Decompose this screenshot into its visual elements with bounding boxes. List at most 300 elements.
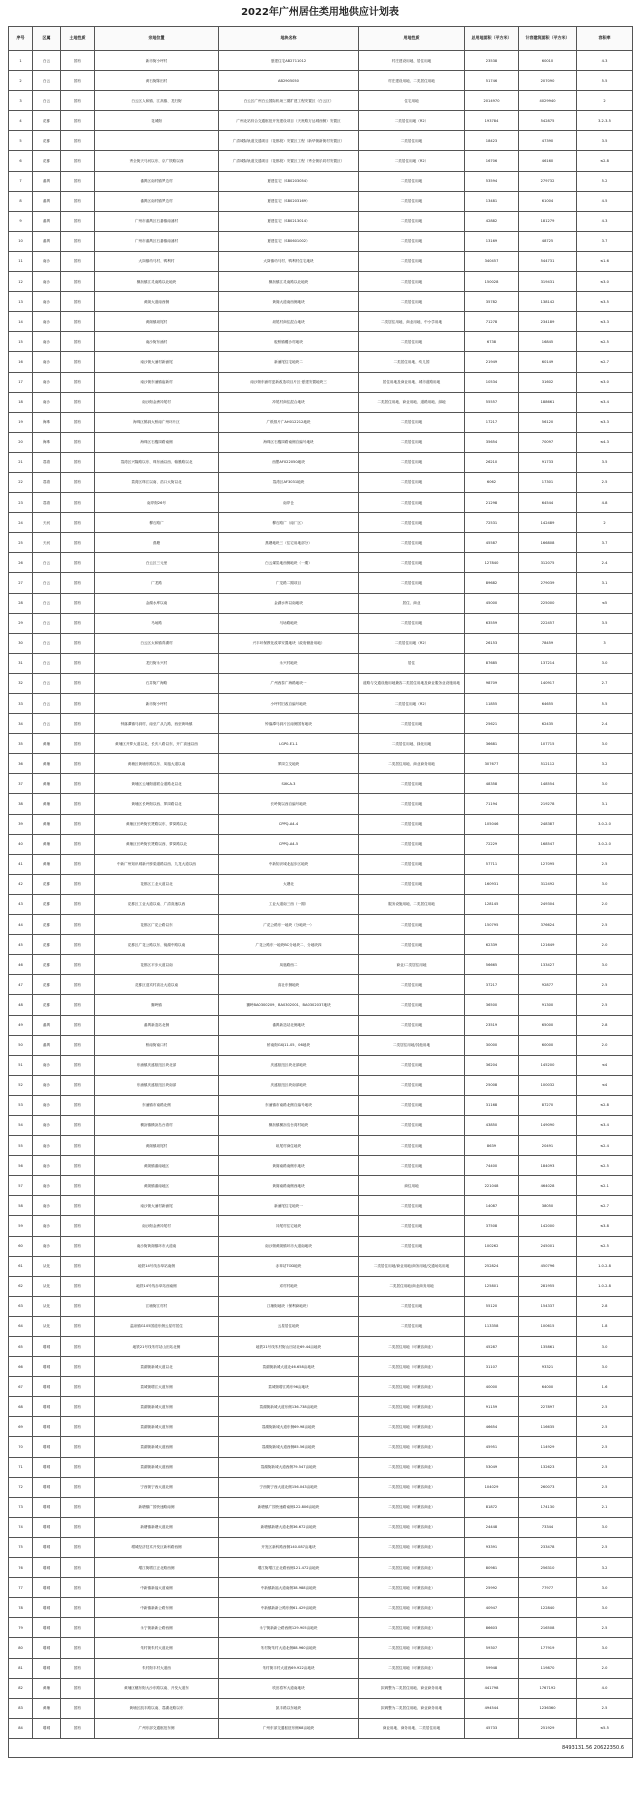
table-cell: 83	[9, 1698, 33, 1718]
table-cell: 国有	[61, 553, 95, 573]
table-row	[9, 553, 633, 573]
table-cell: 142000	[519, 1216, 577, 1236]
table-cell: 国有	[61, 935, 95, 955]
table-row	[9, 211, 633, 231]
table-cell: 24	[9, 513, 33, 533]
table-cell: SXK-A-3	[219, 774, 359, 794]
table-cell: 国有	[61, 1678, 95, 1698]
table-cell: 219278	[519, 794, 577, 814]
table-cell: 4.3	[577, 211, 633, 231]
table-cell: 国有	[61, 1477, 95, 1497]
table-cell: 永宁街新新公路西侧	[95, 1618, 219, 1638]
table-cell: 23	[9, 493, 33, 513]
table-cell: 国有	[61, 1377, 95, 1397]
table-cell: 东涌镇市南路北侧	[95, 1095, 219, 1115]
table-cell: 荔湖街新城大道西侧	[95, 1457, 219, 1477]
table-cell: 105046	[465, 814, 519, 834]
table-cell: 62339	[465, 935, 519, 955]
table-cell: 68	[9, 1397, 33, 1417]
table-cell: 广龙路二期项目	[219, 573, 359, 593]
table-cell: 26210	[465, 452, 519, 472]
table-cell: 花都区迎宾村高社大道以南	[95, 975, 219, 995]
table-cell: 天河	[33, 533, 61, 553]
table-cell: 广花公路东一地块BC分地块二、分地块四	[219, 935, 359, 955]
table-cell: 80981	[465, 1558, 519, 1578]
table-row	[9, 975, 633, 995]
table-cell: 29	[9, 613, 33, 633]
table-cell: 二类居住用地	[359, 292, 465, 312]
table-cell: 3.5	[577, 452, 633, 472]
table-cell: 2014970	[465, 91, 519, 111]
table-cell: 南沙街金洲冲尾村	[95, 1216, 219, 1236]
table-cell: 广州东部交通枢纽东侧68亩地块	[219, 1718, 359, 1738]
table-cell: 黄埔区开萝大道以北，长庆八路以东，开广高速以西	[95, 734, 219, 754]
table-cell: 大塘北	[219, 874, 359, 894]
table-cell: 南沙	[33, 1095, 61, 1115]
table-cell: 花都区工业大道以北	[95, 874, 219, 894]
table-cell: ≤5	[577, 593, 633, 613]
table-cell: 100262	[465, 1236, 519, 1256]
table-cell: 国有	[61, 1598, 95, 1618]
table-cell: 燕塘地块三（住宅用地部分）	[219, 533, 359, 553]
table-cell: 邓村村地块	[219, 1276, 359, 1296]
table-cell: 萝岗立交地块	[219, 754, 359, 774]
table-cell: 二类居住用地	[359, 493, 465, 513]
table-cell: 61	[9, 1256, 33, 1276]
table-cell: 国有	[61, 1055, 95, 1075]
table-cell: 51	[9, 1055, 33, 1075]
table-cell: 二类居住用地/商业用地/商务用地/交通场站用地	[359, 1256, 465, 1276]
table-cell: 8639	[465, 1136, 519, 1156]
table-cell: 104029	[465, 1477, 519, 1497]
table-cell: 二类居住用地	[359, 1196, 465, 1216]
table-cell: 狮岭镇	[95, 995, 219, 1015]
table-cell: 居住用地及商业用地、城市道路用地	[359, 372, 465, 392]
table-cell: 宁西街宁西大道北侧156.043亩地块	[219, 1477, 359, 1497]
table-cell: 31107	[465, 1357, 519, 1377]
table-cell: 45287	[465, 1337, 519, 1357]
table-cell: 国有	[61, 794, 95, 814]
table-cell: 80	[9, 1638, 33, 1658]
table-cell: 夏建住宅AB2711012	[219, 51, 359, 71]
table-cell: 增城	[33, 1417, 61, 1437]
table-cell: 黄埔	[33, 814, 61, 834]
table-cell: 50	[9, 1035, 33, 1055]
table-row	[9, 714, 633, 734]
table-cell: 36681	[465, 734, 519, 754]
table-cell: 黄埔区长岭街长贤路以西、萝岗路以北	[95, 834, 219, 854]
table-cell: 南沙	[33, 1115, 61, 1135]
table-cell: 国有	[61, 71, 95, 91]
table-cell: 二类居住用地	[359, 191, 465, 211]
table-cell: 二类居住用地	[359, 714, 465, 734]
table-cell: 154337	[519, 1296, 577, 1316]
table-row	[9, 151, 633, 171]
table-row	[9, 1316, 633, 1336]
table-cell: ≤2.5	[577, 332, 633, 352]
table-row	[9, 935, 633, 955]
table-cell: 二类居住用地	[359, 915, 465, 935]
table-cell: 钟落潭马洞片区南侧国有地块	[219, 714, 359, 734]
table-row	[9, 533, 633, 553]
table-row	[9, 472, 633, 492]
table-row	[9, 734, 633, 754]
table-cell: 黄埔区黄埔东路以东、凤凰大道以南	[95, 754, 219, 774]
table-cell: 增城	[33, 1658, 61, 1678]
table-cell: 64544	[519, 493, 577, 513]
table-cell: 国有	[61, 1095, 95, 1115]
table-row	[9, 1015, 633, 1035]
table-cell: 10	[9, 231, 33, 251]
table-cell: 二类居住用地	[359, 935, 465, 955]
table-cell: 国有	[61, 613, 95, 633]
table-cell: 5.5	[577, 694, 633, 714]
table-cell: 南沙	[33, 1196, 61, 1216]
table-cell: 8	[9, 191, 33, 211]
table-cell: 广清城际轨道交通项目（花都段）安置区工程（新华街新街村安置区）	[219, 131, 359, 151]
table-cell: 黄阁大道南西侧地块	[219, 292, 359, 312]
table-cell: 222457	[519, 613, 577, 633]
table-row	[9, 673, 633, 693]
table-cell: 59	[9, 1216, 33, 1236]
table-cell: 国有	[61, 231, 95, 251]
table-cell: 国有	[61, 894, 95, 914]
table-cell: 花都	[33, 935, 61, 955]
table-cell: 花都区广花公路以东、镜湖中路以南	[95, 935, 219, 955]
table-cell: 夏建住宅（SB0601002）	[219, 231, 359, 251]
table-cell: 5.2	[577, 171, 633, 191]
table-cell: ≤2.8	[577, 1095, 633, 1115]
table-cell: 南沙	[33, 352, 61, 372]
table-cell: 国有	[61, 493, 95, 513]
table-cell: 国有	[61, 352, 95, 372]
table-cell: 100615	[519, 1316, 577, 1336]
table-cell: 3.5	[577, 613, 633, 633]
table-cell: 二类居住用地	[359, 171, 465, 191]
table-cell: 南岸仓	[219, 493, 359, 513]
header-cell: 地块名称	[219, 27, 359, 51]
table-row	[9, 1236, 633, 1256]
table-row	[9, 1678, 633, 1698]
table-cell: 17	[9, 372, 33, 392]
table-cell: CPPQ-A4-5	[219, 834, 359, 854]
table-row	[9, 71, 633, 91]
table-row	[9, 1658, 633, 1678]
table-cell: 赤草站TOD地块	[219, 1256, 359, 1276]
table-cell: 2	[577, 91, 633, 111]
table-row	[9, 1417, 633, 1437]
table-cell: 二类居住用地	[359, 573, 465, 593]
table-cell: 国有	[61, 372, 95, 392]
table-cell: 二类居住用地	[359, 472, 465, 492]
table-cell: 93321	[519, 1357, 577, 1377]
table-row	[9, 613, 633, 633]
table-cell: 白云	[33, 91, 61, 111]
header-cell: 总用地面积（平方米）	[465, 27, 519, 51]
table-cell: 148554	[519, 774, 577, 794]
table-cell: 宁西街宁西大道北侧	[95, 1477, 219, 1497]
table-cell: 2.5	[577, 1698, 633, 1718]
table-cell: 广龙路	[95, 573, 219, 593]
table-cell: 75	[9, 1537, 33, 1557]
totals-cell: 8493131.56 20622350.6	[9, 1738, 633, 1757]
table-cell: 国有	[61, 834, 95, 854]
table-cell: 2.5	[577, 995, 633, 1015]
table-row	[9, 1216, 633, 1236]
table-cell: 海珠	[33, 432, 61, 452]
table-cell: 二类居住用地（R2）	[359, 151, 465, 171]
table-row	[9, 794, 633, 814]
table-cell: 140917	[519, 673, 577, 693]
table-row	[9, 1276, 633, 1296]
table-cell: 广纸排片广AH012212地块	[219, 412, 359, 432]
table-cell: 白云	[33, 673, 61, 693]
table-cell: 花都	[33, 111, 61, 131]
table-cell: 国有	[61, 513, 95, 533]
table-cell: 114929	[519, 1437, 577, 1457]
table-cell: 白云	[33, 553, 61, 573]
table-cell: 国有	[61, 1015, 95, 1035]
table-cell: 国有	[61, 171, 95, 191]
table-cell: 国有	[61, 1537, 95, 1557]
table-row	[9, 171, 633, 191]
table-row	[9, 91, 633, 111]
table-cell: 狮岭BA0300209、BA0302001、BA0302037地块	[219, 995, 359, 1015]
table-cell: 二类居住用地	[359, 432, 465, 452]
table-cell: 91733	[519, 452, 577, 472]
table-cell: 177919	[519, 1638, 577, 1658]
table-cell: 193784	[465, 111, 519, 131]
table-cell: 坦尾村商住混合地块	[219, 312, 359, 332]
table-cell: 中新广州知识城新兴桥梁道路以西、九龙大道以西	[95, 854, 219, 874]
table-cell: 国有	[61, 1196, 95, 1216]
table-cell: 国有	[61, 1578, 95, 1598]
header-cell: 容积率	[577, 27, 633, 51]
table-cell: 28	[9, 593, 33, 613]
table-cell: 48725	[519, 231, 577, 251]
table-cell: 石井街广海路	[95, 673, 219, 693]
table-cell: 白云区广州白云国际机场三期扩建工程安置区（白云区）	[219, 91, 359, 111]
table-cell: 国有	[61, 111, 95, 131]
table-cell: 国有	[61, 653, 95, 673]
table-cell: 32	[9, 673, 33, 693]
table-cell: 国有	[61, 432, 95, 452]
table-cell: 龙归街永兴村	[95, 653, 219, 673]
table-cell: 村庄建设用地、居住用地	[359, 51, 465, 71]
table-row	[9, 272, 633, 292]
table-cell: 江埔街地块（保利商地块）	[219, 1296, 359, 1316]
table-cell: 国有	[61, 332, 95, 352]
table-cell: 132623	[519, 1457, 577, 1477]
table-cell: 海珠区鹤洞大桥南广州环片区	[95, 412, 219, 432]
table-cell: 3.0	[577, 734, 633, 754]
table-cell: 45733	[465, 1718, 519, 1738]
table-cell: 3	[9, 91, 33, 111]
table-cell: 2.5	[577, 1537, 633, 1557]
table-cell: 国有	[61, 1618, 95, 1638]
table-cell: 二类居住用地	[359, 452, 465, 472]
table-cell: 65	[9, 1337, 33, 1357]
table-cell: 46	[9, 955, 33, 975]
table-cell: ≤3.4	[577, 392, 633, 412]
table-cell: 二类居住用地（可兼容商业）	[359, 1337, 465, 1357]
table-cell: 21298	[465, 493, 519, 513]
table-cell: 25	[9, 533, 33, 553]
table-cell: 1.0-2.8	[577, 1276, 633, 1296]
table-cell: 广州东部交通枢纽东侧	[95, 1718, 219, 1738]
table-cell: 1	[9, 51, 33, 71]
table-row	[9, 1558, 633, 1578]
table-cell: 145200	[519, 1055, 577, 1075]
table-cell: 荔湖街新城大道以北	[95, 1357, 219, 1377]
table-cell: 增城	[33, 1437, 61, 1457]
table-row	[9, 1075, 633, 1095]
table-cell: 白云	[33, 71, 61, 91]
table-cell: 海珠区石榴岗路南侧	[95, 432, 219, 452]
table-cell: 南沙	[33, 312, 61, 332]
table-cell: 南沙街黄阁镇环市大道南	[95, 1236, 219, 1256]
table-cell: 白云	[33, 573, 61, 593]
table-cell: 永宁街新新公路西侧129.905亩地块	[219, 1618, 359, 1638]
table-cell: 大岗镇幼马村、鸭利村	[95, 251, 219, 271]
table-cell: 商业/二类居住用地	[359, 955, 465, 975]
table-cell: 二类居住用地（可兼容商业）	[359, 1558, 465, 1578]
table-cell: 56	[9, 1156, 33, 1176]
table-cell: 319431	[519, 272, 577, 292]
table-cell: 45	[9, 935, 33, 955]
table-cell: 冲尾村住宅地块	[219, 1216, 359, 1236]
table-cell: 二类居住用地	[359, 995, 465, 1015]
table-cell: 64655	[519, 694, 577, 714]
table-cell: 南沙街大涌村新涌尾	[95, 352, 219, 372]
table-cell: 二类居住用地、商业用地、中小学用地	[359, 312, 465, 332]
table-cell: 国有	[61, 1417, 95, 1437]
table-cell: 121649	[519, 935, 577, 955]
table-cell: 增城	[33, 1397, 61, 1417]
table-cell: 新市街小坪村	[95, 694, 219, 714]
table-cell: 永兴村地块	[219, 653, 359, 673]
table-cell: 二类居住用地/其他用地	[359, 1035, 465, 1055]
table-cell: 92877	[519, 975, 577, 995]
table-cell: 增江街增江正北路西侧121.472亩地块	[219, 1558, 359, 1578]
table-cell: 拟调整为二类居住用地、商业商务用地	[359, 1678, 465, 1698]
table-cell: 马场路	[95, 613, 219, 633]
table-cell: 2.0	[577, 1658, 633, 1678]
table-cell: 2.5	[577, 472, 633, 492]
table-cell: 107715	[519, 734, 577, 754]
table-cell: 庆盛枢纽区块南部地块	[219, 1075, 359, 1095]
table-cell: 花都区平步大道以南	[95, 955, 219, 975]
table-cell: 18423	[465, 131, 519, 151]
table-cell: 89682	[465, 573, 519, 593]
table-cell: 横沥镇横沥岛台湾村地块	[219, 1115, 359, 1135]
table-cell: 国有	[61, 412, 95, 432]
table-cell: 花都	[33, 975, 61, 995]
table-cell: 2.8	[577, 1296, 633, 1316]
table-cell: 42	[9, 874, 33, 894]
table-cell: 花都区广花公路以东	[95, 915, 219, 935]
table-row	[9, 312, 633, 332]
table-cell: 二类居住用地（R2）	[359, 694, 465, 714]
table-cell: 番禺	[33, 191, 61, 211]
table-cell: 兴丰环保教化改革安置地块（政府储备用地）	[219, 633, 359, 653]
table-cell: 东涌镇庆盛枢纽区块南部	[95, 1075, 219, 1095]
table-cell: 云星居住地块	[219, 1316, 359, 1336]
table-cell: 国有	[61, 955, 95, 975]
table-cell: ≤4	[577, 1055, 633, 1075]
table-cell: 黄埔区云埔街道联合道路北以北	[95, 774, 219, 794]
table-cell: 33	[9, 694, 33, 714]
table-cell: 横沥镇横沥岛台湾村	[95, 1115, 219, 1135]
table-row	[9, 412, 633, 432]
table-cell: 4.8	[577, 493, 633, 513]
table-cell: 国有	[61, 292, 95, 312]
table-cell: 国有	[61, 1075, 95, 1095]
table-row	[9, 774, 633, 794]
table-cell: 二类居住用地	[359, 1296, 465, 1316]
table-cell: 31602	[519, 372, 577, 392]
table-cell: 白云区三元里	[95, 553, 219, 573]
table-cell: 黄阁镇坦尾村	[95, 312, 219, 332]
table-cell: 国有	[61, 272, 95, 292]
table-cell: 南沙街大涌村新涌尾	[95, 1196, 219, 1216]
table-cell: 白云	[33, 694, 61, 714]
table-cell: 国有	[61, 915, 95, 935]
table-cell: 128145	[465, 894, 519, 914]
table-cell: 南沙	[33, 392, 61, 412]
table-cell: 256310	[519, 1558, 577, 1578]
table-cell: 番禺	[33, 211, 61, 231]
table-cell: 二类居住用地	[359, 975, 465, 995]
table-cell: 南沙	[33, 1176, 61, 1196]
table-cell: 增城	[33, 1337, 61, 1357]
table-row	[9, 493, 633, 513]
table-cell: ≤2.8	[577, 151, 633, 171]
table-cell: 44	[9, 915, 33, 935]
table-cell: AB2905050	[219, 71, 359, 91]
table-cell: 14087	[465, 1196, 519, 1216]
table-cell: 庆盛枢纽区块北部地块	[219, 1055, 359, 1075]
table-cell: 朱村街丰村大道西	[95, 1658, 219, 1678]
table-cell: 46654	[465, 1417, 519, 1437]
table-cell: 二类居住用地	[359, 1095, 465, 1115]
table-cell: 桥南街GXJ11-05、06地块	[219, 1035, 359, 1055]
table-cell: 59948	[465, 1658, 519, 1678]
table-cell: 36204	[465, 1055, 519, 1075]
table-cell: 11	[9, 251, 33, 271]
table-cell: 荔湾区珠江以南、浩口大街以北	[95, 472, 219, 492]
table-cell: 从化	[33, 1256, 61, 1276]
table-cell: 512112	[519, 754, 577, 774]
table-cell: 2.0	[577, 894, 633, 914]
table-cell: 57711	[465, 854, 519, 874]
table-cell: 番禺新造站北侧地块	[219, 1015, 359, 1035]
table-cell: 二类居住用地	[359, 794, 465, 814]
table-cell: 增城	[33, 1517, 61, 1537]
table-cell: 黄埔	[33, 734, 61, 754]
table-cell: ≤2.7	[577, 1196, 633, 1216]
table-cell: 吹田将军大道南地块	[219, 1678, 359, 1698]
table-cell: 2.7	[577, 673, 633, 693]
table-cell: 3.0	[577, 1578, 633, 1598]
table-cell: 国有	[61, 91, 95, 111]
table-cell: 白云	[33, 714, 61, 734]
table-cell: 1.6	[577, 1377, 633, 1397]
table-cell: 3.0-2.0	[577, 834, 633, 854]
table-cell: 3.0	[577, 1517, 633, 1537]
table-cell: 20	[9, 432, 33, 452]
table-cell: 黄埔	[33, 1698, 61, 1718]
